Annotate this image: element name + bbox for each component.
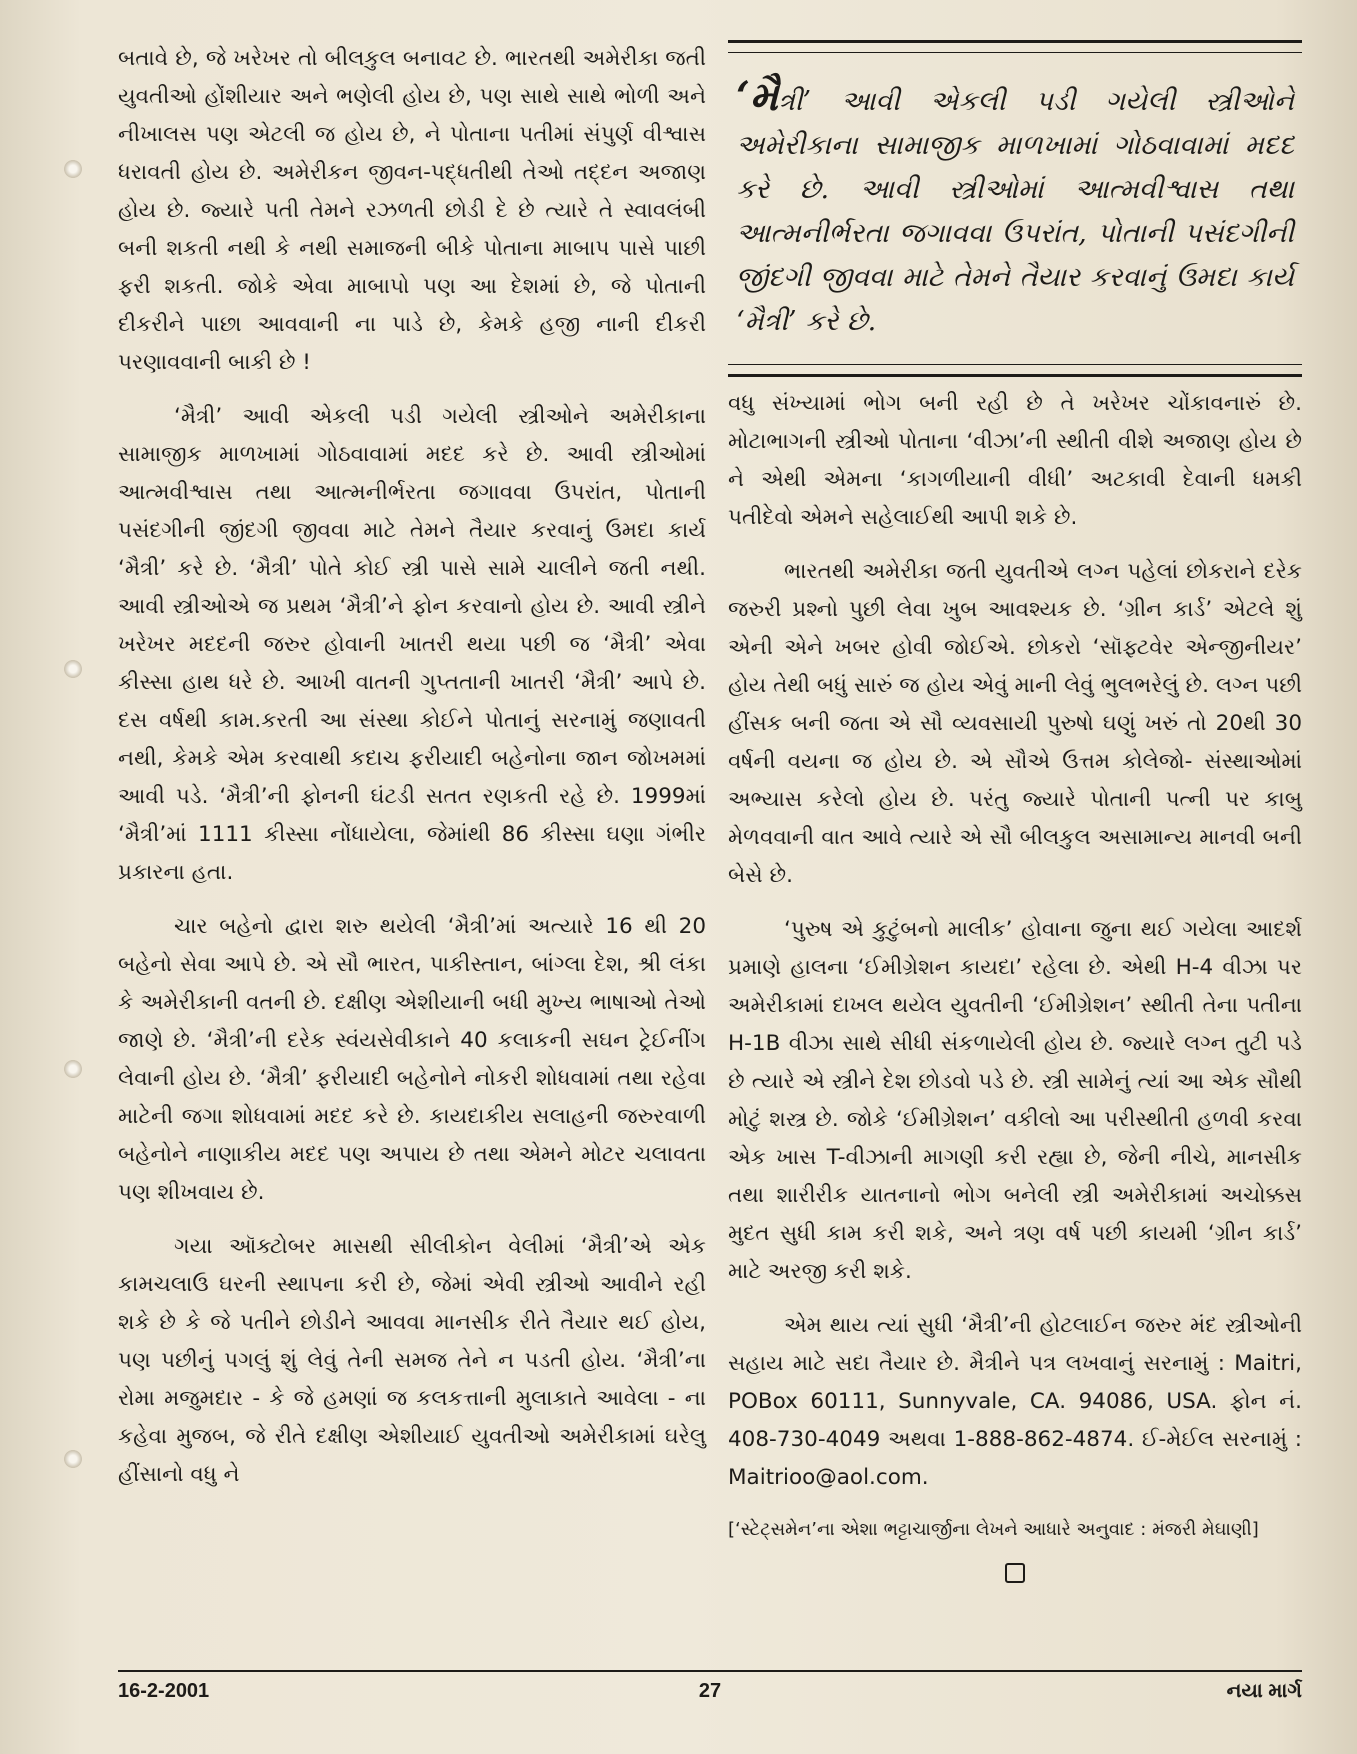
punch-hole-mark xyxy=(64,1060,82,1078)
body-paragraph: વધુ સંખ્યામાં ભોગ બની રહી છે તે ખરેખર ચોંકાવનારું છે. મોટાભાગની સ્ત્રીઓ પોતાના ‘વીઝા’ની સ્થીતી વીશે અજાણ હોય છે ને એથી એમના ‘કાગળીયાની વીધી’ અટકાવી દેવાની ધમકી પતીદેવો એમને સહેલાઈથી આપી શકે છે. xyxy=(728,391,1302,530)
body-paragraph: એમ થાય ત્યાં સુધી ‘મૈત્રી’ની હોટલાઈન જરુર મંદ સ્ત્રીઓની સહાય માટે સદા તૈયાર છે. મૈત્રીને પત્ર લખવાનું સરનામું : Maitri, POBox 60111, Sunnyvale, CA. 94086, USA. ફોન નં. 408-730-4049 અથવા 1-888-862-4874. ઈ-મેઈલ સરનામું : Maitrioo@aol.com. xyxy=(728,1313,1302,1490)
punch-hole-mark xyxy=(64,160,82,178)
pull-quote-text xyxy=(736,75,1294,344)
body-paragraph: ચાર બહેનો દ્વારા શરુ થયેલી ‘મૈત્રી’માં અત્યારે 16 થી 20 બહેનો સેવા આપે છે. એ સૌ ભારત, પાકીસ્તાન, બાંગ્લા દેશ, શ્રી લંકા કે અમેરીકાની વતની છે. દક્ષીણ એશીયાની બધી મુખ્ય ભાષાઓ તેઓ જાણે છે. ‘મૈત્રી’ની દરેક સ્વંયસેવીકાને 40 કલાકની સઘન ટ્રેઈનીંગ લેવાની હોય છે. ‘મૈત્રી’ ફરીયાદી બહેનોને નોકરી શોધવામાં તથા રહેવા માટેની જગા શોધવામાં મદદ કરે છે. કાયદાકીય સલાહની જરુરવાળી બહેનોને નાણાકીય મદદ પણ અપાય છે તથા એમને મોટર ચલાવતા પણ શીખવાય છે. xyxy=(118,914,706,1205)
issue-date: 16-2-2001 xyxy=(118,1680,210,1702)
body-paragraph: ગયા ઑક્ટોબર માસથી સીલીકોન વેલીમાં ‘મૈત્રી’એ એક કામચલાઉ ઘરની સ્થાપના કરી છે, જેમાં એવી સ્ત્રીઓ આવીને રહી શકે છે કે જે પતીને છોડીને આવવા માનસીક રીતે તૈયાર થઈ હોય, પણ પછીનું પગલું શું લેવું તેની સમજ તેને ન પડતી હોય. ‘મૈત્રી’ના રોમા મજુમદાર - કે જે હમણાં જ કલકત્તાની મુલાકાતે આવેલા - ના કહેવા મુજબ, જે રીતે દક્ષીણ એશીયાઈ યુવતીઓ અમેરીકામાં ઘરેલુ હીંસાનો વધુ ને xyxy=(118,1234,706,1487)
punch-hole-mark xyxy=(64,1450,82,1468)
body-paragraph: ‘પુરુષ એ કુટુંબનો માલીક’ હોવાના જુના થઈ ગયેલા આદર્શ પ્રમાણે હાલના ‘ઈમીગ્રેશન કાયદા’ રહેલા છે. એથી H-4 વીઝા પર અમેરીકામાં દાખલ થયેલ યુવતીની ‘ઈમીગ્રેશન’ સ્થીતી તેના પતીના H-1B વીઝા સાથે સીધી સંકળાયેલી હોય છે. જ્યારે લગ્ન તુટી પડે છે ત્યારે એ સ્ત્રીને દેશ છોડવો પડે છે. સ્ત્રી સામેનું ત્યાં આ એક સૌથી મોટું શસ્ત્ર છે. જોકે ‘ઈમીગ્રેશન’ વકીલો આ પરીસ્થીતી હળવી કરવા એક ખાસ T-વીઝાની માગણી કરી રહ્યા છે, જેની નીચે, માનસીક તથા શારીરીક યાતનાનો ભોગ બનેલી સ્ત્રી અમેરીકામાં અચોક્કસ મુદત સુધી કામ કરી શકે, અને ત્રણ વર્ષ પછી કાયમી ‘ગ્રીન કાર્ડ’ માટે અરજી કરી શકે. xyxy=(728,917,1302,1284)
body-paragraph: બતાવે છે, જે ખરેખર તો બીલકુલ બનાવટ છે. ભારતથી અમેરીકા જતી યુવતીઓ હોંશીયાર અને ભણેલી હોય છે, પણ સાથે સાથે ભોળી અને નીખાલસ પણ એટલી જ હોય છે, ને પોતાના પતીમાં સંપુર્ણ વીશ્વાસ ધરાવતી હોય છે. અમેરીકન જીવન-પદ્ધતીથી તેઓ તદ્દન અજાણ હોય છે. જ્યારે પતી તેમને રઝળતી છોડી દે છે ત્યારે તે સ્વાવલંબી બની શકતી નથી કે નથી સમાજની બીકે પોતાના માબાપ પાસે પાછી ફરી શકતી. જોકે એવા માબાપો પણ આ દેશમાં છે, જે પોતાની દીકરીને પાછા આવવાની ના પાડે છે, કેમકે હજી નાની દીકરી પરણાવવાની બાકી છે ! xyxy=(118,46,706,375)
body-paragraph: ભારતથી અમેરીકા જતી યુવતીએ લગ્ન પહેલાં છોકરાને દરેક જરુરી પ્રશ્નો પુછી લેવા ખુબ આવશ્યક છે. ‘ગ્રીન કાર્ડ’ એટલે શું એની એને ખબર હોવી જોઈએ. છોકરો ‘સૉફ્ટવેર એન્જીનીયર’ હોય તેથી બધું સારું જ હોય એવું માની લેવું ભુલભરેલું છે. લગ્ન પછી હીંસક બની જતા એ સૌ વ્યવસાયી પુરુષો ઘણું ખરું તો 20થી 30 વર્ષની વયના જ હોય છે. એ સૌએ ઉત્તમ કોલેજો- સંસ્થાઓમાં અભ્યાસ કરેલો હોય છે. પરંતુ જ્યારે પોતાની પત્ની પર કાબુ મેળવવાની વાત આવે ત્યારે એ સૌ બીલકુલ અસામાન્ય માનવી બની બેસે છે. xyxy=(728,559,1302,888)
page-number: 27 xyxy=(698,1680,722,1702)
pull-quote xyxy=(728,40,1302,377)
footer-divider xyxy=(118,1670,1302,1672)
body-paragraph: ‘મૈત્રી’ આવી એકલી પડી ગયેલી સ્ત્રીઓને અમેરીકાના સામાજીક માળખામાં ગોઠવાવામાં મદદ કરે છે. આવી સ્ત્રીઓમાં આત્મવીશ્વાસ તથા આત્મનીર્ભરતા જગાવવા ઉપરાંત, પોતાની પસંદગીની જીંદગી જીવવા માટે તેમને તૈયાર કરવાનું ઉમદા કાર્ય ‘મૈત્રી’ કરે છે. ‘મૈત્રી’ પોતે કોઈ સ્ત્રી પાસે સામે ચાલીને જતી નથી. આવી સ્ત્રીઓએ જ પ્રથમ ‘મૈત્રી’ને ફોન કરવાનો હોય છે. આવી સ્ત્રીને ખરેખર મદદની જરુર હોવાની ખાતરી થયા પછી જ ‘મૈત્રી’ એવા કીસ્સા હાથ ધરે છે. આખી વાતની ગુપ્તતાની ખાતરી ‘મૈત્રી’ આપે છે. દસ વર્ષથી કામ.કરતી આ સંસ્થા કોઈને પોતાનું સરનામું જણાવતી નથી, કેમકે એમ કરવાથી કદાચ ફરીયાદી બહેનોના જાન જોખમમાં આવી પડે. ‘મૈત્રી’ની ફોનની ઘંટડી સતત રણકતી રહે છે. 1999માં ‘મૈત્રી’માં 1111 કીસ્સા નોંધાયેલા, જેમાંથી 86 કીસ્સા ઘણા ગંભીર પ્રકારના હતા. xyxy=(118,404,706,885)
left-column xyxy=(118,40,706,1494)
end-mark-icon xyxy=(1005,1563,1025,1583)
pull-quote-lead: ‘મૈ xyxy=(736,73,779,120)
pull-quote-body: ત્રી’ આવી એકલી પડી ગયેલી સ્ત્રીઓને અમેરીકાના સામાજીક માળખામાં ગોઠવાવામાં મદદ કરે છે. આવી સ્ત્રીઓમાં આત્મવીશ્વાસ તથા આત્મનીર્ભરતા જગાવવા ઉપરાંત, પોતાની પસંદગીની જીંદગી જીવવા માટે તેમને તૈયાર કરવાનું ઉમદા કાર્ય ‘મૈત્રી’ કરે છે. xyxy=(736,86,1294,337)
punch-hole-mark xyxy=(64,660,82,678)
page-footer xyxy=(118,1680,1302,1710)
right-column xyxy=(728,40,1302,1583)
magazine-name: નયા માર્ગ xyxy=(1226,1680,1302,1702)
translation-credit: [‘સ્ટેટ્સમેન’ના એશા ભટ્ટાચાર્જીના લેખને આધારે અનુવાદ : મંજરી મેઘાણી] xyxy=(728,1519,1259,1540)
